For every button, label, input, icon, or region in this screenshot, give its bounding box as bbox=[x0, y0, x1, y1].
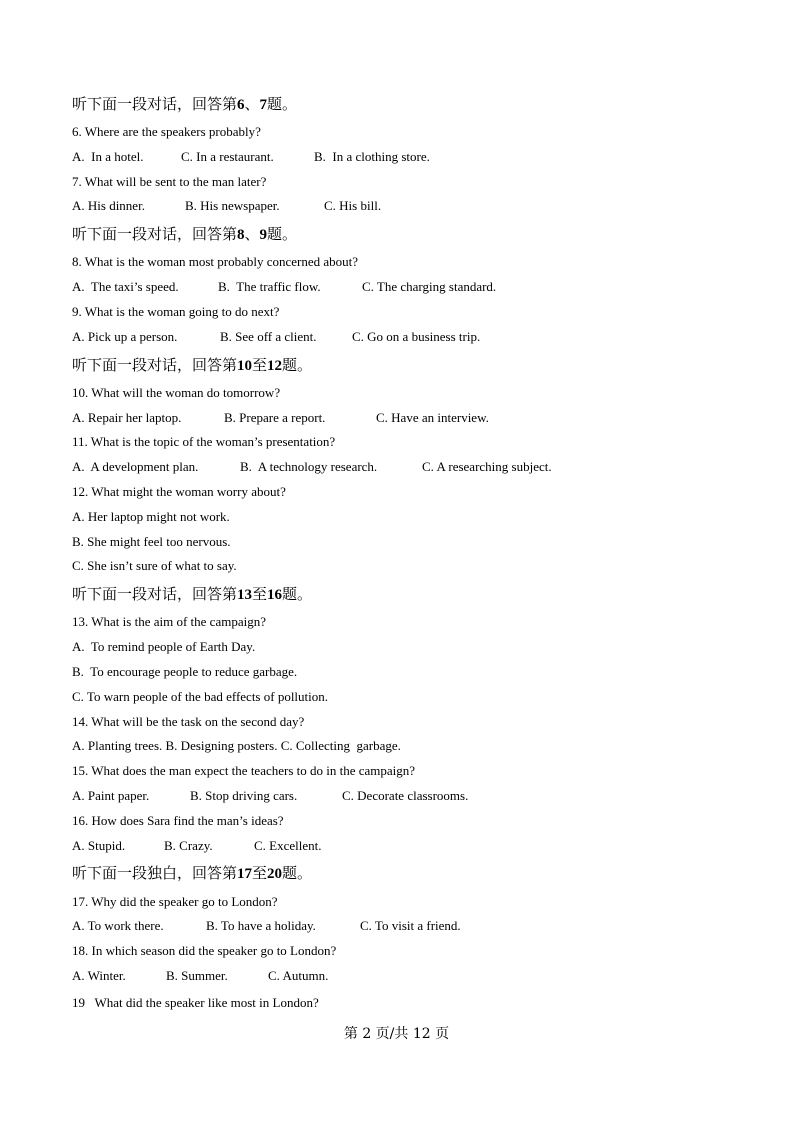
option: A. In a hotel. bbox=[72, 149, 144, 164]
option: B. Prepare a report. bbox=[224, 410, 326, 425]
section-heading: 听下面一段对话，回答第8、9题。 bbox=[72, 225, 298, 243]
question-text: 8. What is the woman most probably concerned about? bbox=[72, 254, 359, 269]
section-heading: 听下面一段独白，回答第17至20题。 bbox=[72, 864, 313, 882]
option: A. His dinner. bbox=[72, 198, 145, 213]
section-heading: 听下面一段对话，回答第13至16题。 bbox=[72, 585, 313, 603]
question-text: 6. Where are the speakers probably? bbox=[72, 124, 261, 139]
option: B. See off a client. bbox=[220, 329, 317, 344]
option: A. To remind people of Earth Day. bbox=[72, 639, 256, 654]
question-text: 13. What is the aim of the campaign? bbox=[72, 614, 266, 629]
option: C. Autumn. bbox=[268, 968, 329, 983]
option: C. His bill. bbox=[324, 198, 382, 213]
option: A. Pick up a person. bbox=[72, 329, 178, 344]
option: C. To visit a friend. bbox=[360, 918, 461, 933]
option: A. Repair her laptop. bbox=[72, 410, 182, 425]
option: C. A researching subject. bbox=[422, 459, 552, 474]
question-text: 9. What is the woman going to do next? bbox=[72, 304, 280, 319]
option: A. Stupid. bbox=[72, 838, 126, 853]
section-heading: 听下面一段对话，回答第10至12题。 bbox=[72, 356, 313, 374]
option: C. Decorate classrooms. bbox=[342, 788, 469, 803]
option: B. Stop driving cars. bbox=[190, 788, 298, 803]
option: C. Excellent. bbox=[254, 838, 322, 853]
option: A. The taxi’s speed. bbox=[72, 279, 179, 294]
option: A. Paint paper. bbox=[72, 788, 150, 803]
option: B. The traffic flow. bbox=[218, 279, 321, 294]
option: B. A technology research. bbox=[240, 459, 378, 474]
page-footer: 第 2 页/共 12 页 bbox=[343, 1026, 450, 1042]
option: C. The charging standard. bbox=[362, 279, 497, 294]
question-text: 15. What does the man expect the teachers to do in the campaign? bbox=[72, 763, 416, 778]
option: B. In a clothing store. bbox=[314, 149, 430, 164]
option: C. Go on a business trip. bbox=[352, 329, 481, 344]
option: B. Crazy. bbox=[164, 838, 213, 853]
option: C. To warn people of the bad effects of pollution. bbox=[72, 689, 329, 704]
question-text: 16. How does Sara find the man’s ideas? bbox=[72, 813, 284, 828]
question-text: 10. What will the woman do tomorrow? bbox=[72, 385, 281, 400]
option: C. She isn’t sure of what to say. bbox=[72, 558, 237, 573]
option-line: A. Planting trees. B. Designing posters. C. Collecting garbage. bbox=[72, 738, 401, 753]
question-text: 17. Why did the speaker go to London? bbox=[72, 894, 278, 909]
question-text: 18. In which season did the speaker go to London? bbox=[72, 943, 337, 958]
option: A. To work there. bbox=[72, 918, 164, 933]
option: C. In a restaurant. bbox=[181, 149, 274, 164]
option: B. Summer. bbox=[166, 968, 228, 983]
question-text: 11. What is the topic of the woman’s presentation? bbox=[72, 434, 336, 449]
question-text: 14. What will be the task on the second day? bbox=[72, 714, 305, 729]
question-text: 7. What will be sent to the man later? bbox=[72, 174, 267, 189]
question-text: 19 What did the speaker like most in London? bbox=[72, 995, 319, 1010]
option: A. Winter. bbox=[72, 968, 126, 983]
section-heading: 听下面一段对话，回答第6、7题。 bbox=[72, 95, 298, 113]
option: B. His newspaper. bbox=[185, 198, 280, 213]
question-text: 12. What might the woman worry about? bbox=[72, 484, 286, 499]
option: B. To have a holiday. bbox=[206, 918, 316, 933]
option: A. A development plan. bbox=[72, 459, 199, 474]
option: B. She might feel too nervous. bbox=[72, 534, 231, 549]
option: C. Have an interview. bbox=[376, 410, 489, 425]
option: B. To encourage people to reduce garbage. bbox=[72, 664, 298, 679]
option: A. Her laptop might not work. bbox=[72, 509, 230, 524]
